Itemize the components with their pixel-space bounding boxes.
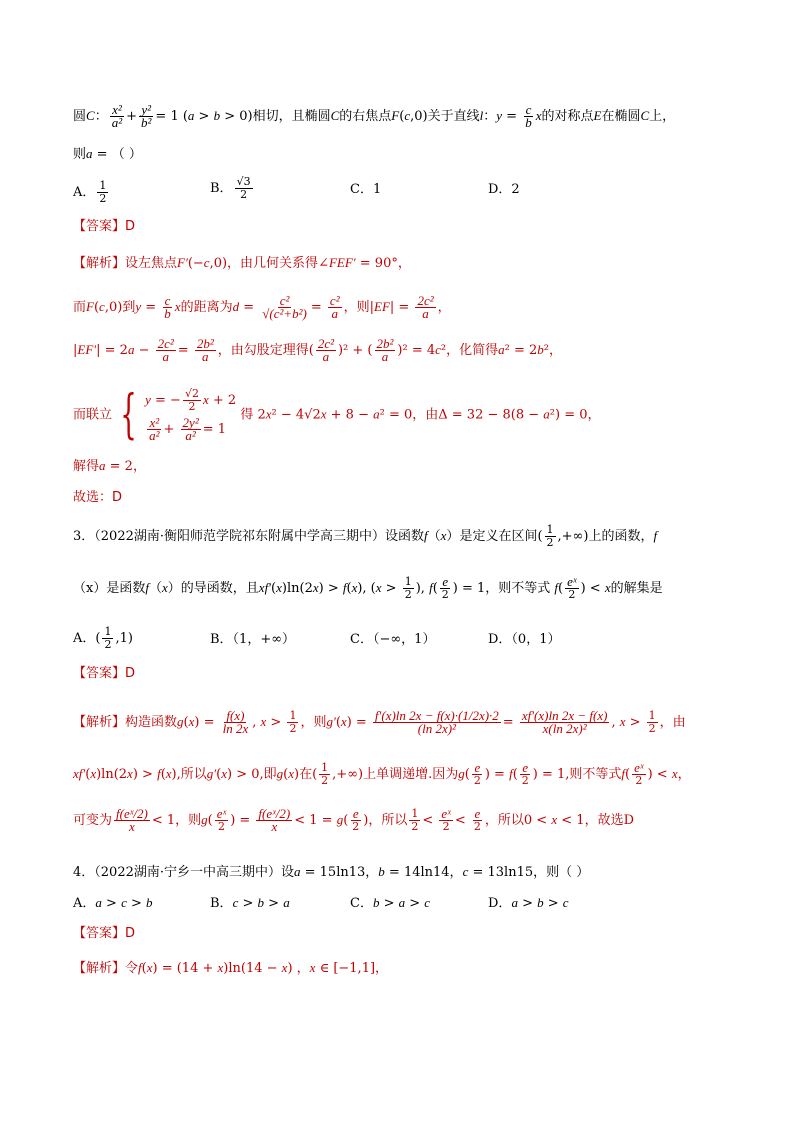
q3-option-a: A．( $\frac{1}{2}$ ,1) (73, 625, 133, 651)
q3-answer: 【答案】D (73, 666, 136, 681)
q2-analysis-line1: 【解析】设左焦点F′(−c,0)，由几何关系得∠FEF′ = 90°， (73, 255, 411, 271)
q4-option-c: C．b > a > c (350, 895, 431, 911)
q4-option-b: B．c > b > a (210, 895, 290, 911)
q4-analysis: 【解析】令f(x) = (14 + x)ln(14 − x) ，x ∈ [−1,1]， (73, 960, 389, 976)
q3-analysis-line1: 【解析】构造函数g(x) = $\frac{f(x)}{\ln 2x}$ , x > $\frac{1}{2}$ ，则g′(x) = $\frac{f'(x)\ln 2x - f(x)\cdot(1/2x)\cdot 2}{\text{(ln 2x)²}}$ = $\frac{xf'(x)\ln 2x - f(x)}{\text{x(ln 2x)²}}$ , x > $\frac{1}{2}$ ，由 (73, 708, 686, 736)
q4-option-a: A．a > c > b (73, 895, 153, 911)
q4-option-d: D．a > b > c (488, 895, 569, 911)
q2-analysis-line5: 解得a = 2， (73, 458, 146, 474)
q2-stem-line1: 圆C： $\frac{\text{x²}}{\text{a²}}$ + $\frac{\text{y²}}{\text{b²}}$ = 1 (a > b > 0)相切，且椭圆C的右焦点F(c,0)关于直线l：y = $\frac{c}{b}$ x的对称点E在椭圆C上， (73, 102, 676, 130)
q2-analysis-line3: |EF′| = 2a − $\frac{\text{2c²}}{a}$ = $\frac{\text{2b²}}{a}$ ，由勾股定理得( $\frac{\text{2c²}}{a}$ )² + ( $\frac{\text{2b²}}{a}$ )² = 4c²，化简得a² = 2b²， (73, 336, 562, 364)
q3-analysis-line2: xf′(x)ln(2x) > f(x),所以g′(x) > 0,即g(x)在( $\frac{1}{2}$ ,+∞)上单调递增.因为g( e 2 ) = f( e 2 ) = 1,则不等式f( eˣ 2 ) < x， (73, 760, 691, 787)
q4-stem: 4．（2022湖南·宁乡一中高三期中）设a = 15ln13，b = 14ln14，c = 13ln15，则（ ） (73, 864, 590, 880)
q3-analysis-line3: 可变为 $\frac{\text{f(eˣ/2)}}{x}$ < 1，则g( eˣ 2 ) = $\frac{\text{f(eˣ/2)}}{x}$ < 1 = g( e 2 )，所以 $\frac{1}{2}$ < eˣ 2 < e 2 ，所以0 < x < 1，故选D (73, 806, 634, 834)
q3-option-b: B．（1，+∞） (210, 632, 296, 647)
q2-stem-line2: 则a = （ ） (73, 146, 142, 162)
q3-stem-line1: 3．（2022湖南·衡阳师范学院祁东附属中学高三期中）设函数f（x）是定义在区间( $\frac{1}{2}$ ,+∞)上的函数，f (73, 523, 658, 549)
q2-option-d: D．2 (488, 182, 520, 197)
q2-option-c: C．1 (350, 182, 382, 197)
q2-analysis-line4: 而联立 { y = − $\frac{√2}{2}$ x + 2 $\frac{\text{x²}}{\text{a²}}$ + $\frac{\text{2y²}}{\text{a²}}$ = 1 得 2x² − 4√2x + 8 − a² = 0，由Δ = 32 − 8(8 − a²) = 0， (73, 385, 601, 445)
q2-answer: 【答案】D (73, 219, 136, 234)
q4-answer: 【答案】D (73, 926, 136, 941)
q3-option-c: C．（−∞，1） (350, 632, 436, 647)
q2-analysis-line2: 而F(c,0)到y = $\frac{c}{b}$ x的距离为d = $\frac{\text{c²}}{\text{√(c²+b²)}}$ = $\frac{\text{c²}}{a}$ ，则|EF| = $\frac{\text{2c²}}{a}$ ， (73, 293, 451, 321)
q2-analysis-line6: 故选：D (73, 490, 123, 505)
q2-option-b: B． $\frac{√3}{2}$ (210, 175, 251, 201)
q3-stem-line2: （x）是函数f（x）的导函数，且xf′(x)ln(2x) > f(x), (x > $\frac{1}{2}$ ), f( e 2 ) = 1，则不等式 f( eˣ 2 ) < x的解集是 (73, 574, 663, 601)
q3-option-d: D．（0，1） (488, 632, 561, 647)
q2-option-a: A． $\frac{1}{2}$ (73, 179, 107, 205)
